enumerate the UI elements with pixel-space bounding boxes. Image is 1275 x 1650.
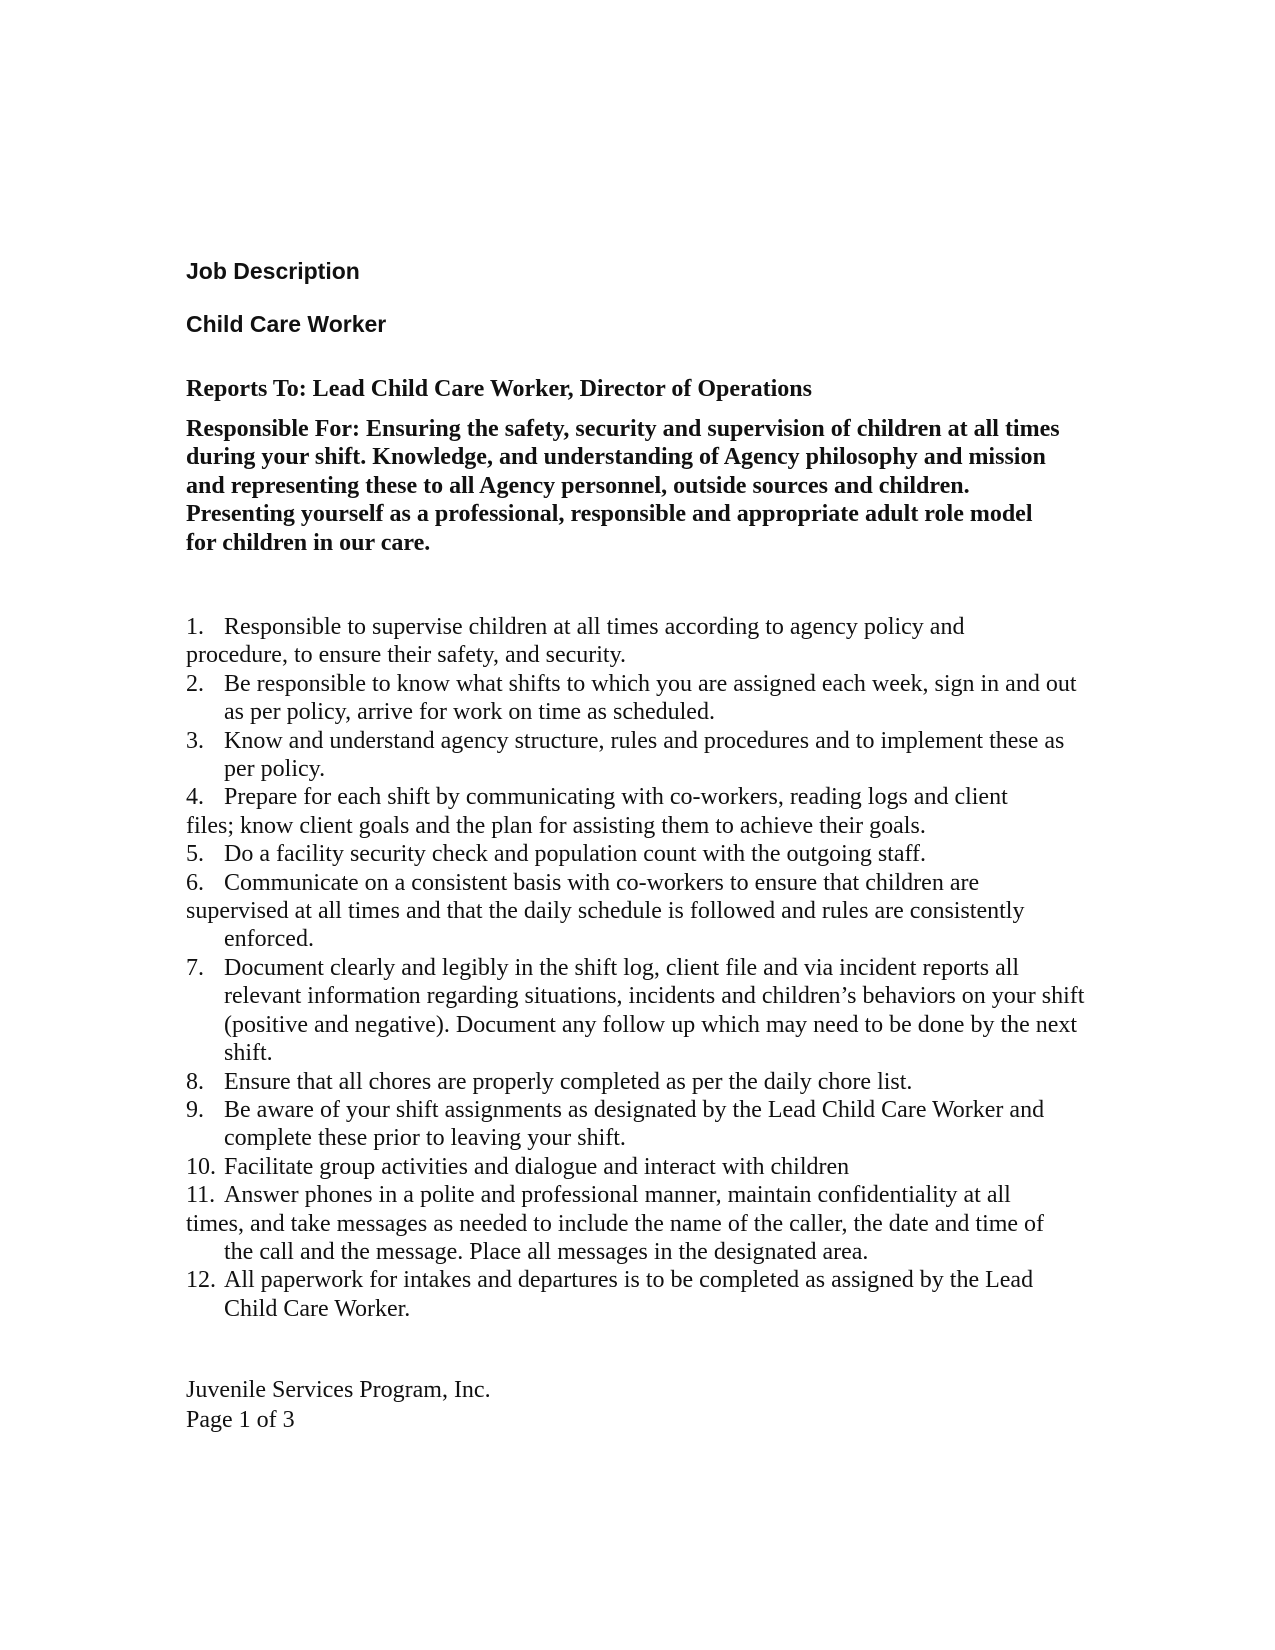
list-item-text: Be responsible to know what shifts to which you are assigned each week, sign in and out as per policy, arrive for work on time as scheduled. [224, 670, 1077, 726]
list-item-text: All paperwork for intakes and departures is to be completed as assigned by the Lead Child Care Worker. [224, 1267, 1034, 1322]
list-item-text-continued: files; know client goals and the plan for assisting them to achieve their goals. [186, 812, 926, 839]
list-item-number: 8. [186, 1068, 204, 1095]
list-item [186, 869, 1086, 954]
list-item-number: 1. [186, 614, 204, 640]
list-item-number: 11. [186, 1182, 216, 1209]
list-item [186, 1096, 1086, 1153]
footer-page-number: Page 1 of 3 [186, 1407, 295, 1433]
list-item-text-continued: supervised at all times and that the daily schedule is followed and rules are consistently [186, 898, 1025, 925]
list-item-number: 10. [186, 1153, 216, 1180]
list-item-number: 2. [186, 670, 204, 697]
list-item [186, 1068, 1086, 1096]
list-item-number: 6. [186, 869, 204, 896]
list-item [186, 783, 1086, 840]
list-item [186, 840, 1086, 868]
list-item-number: 12. [186, 1267, 216, 1294]
list-item-text: Responsible to supervise children at all times according to agency policy and [224, 614, 965, 640]
list-item-number: 4. [186, 784, 204, 811]
list-item-text: Communicate on a consistent basis with co-workers to ensure that children are [224, 869, 980, 896]
list-item-text: Facilitate group activities and dialogue and interact with children [224, 1153, 850, 1180]
reports-to: Reports To: Lead Child Care Worker, Director of Operations [186, 376, 812, 402]
list-item [186, 670, 1086, 727]
footer-organization: Juvenile Services Program, Inc. [186, 1377, 491, 1403]
list-item-text: Answer phones in a polite and professional manner, maintain confidentiality at all [224, 1182, 1011, 1209]
document-title: Job Description [186, 258, 360, 284]
list-item-number: 9. [186, 1096, 204, 1123]
list-item-text-continued: procedure, to ensure their safety, and security. [186, 642, 627, 669]
list-item-number: 7. [186, 954, 204, 981]
list-item-text-continued: enforced. [224, 926, 314, 953]
list-item [186, 613, 1086, 670]
list-item-text-continued: the call and the message. Place all messages in the designated area. [224, 1238, 869, 1265]
list-item-number: 3. [186, 727, 204, 754]
list-item-text: Ensure that all chores are properly completed as per the daily chore list. [224, 1068, 913, 1095]
list-item [186, 954, 1086, 1068]
list-item-text: Prepare for each shift by communicating with co-workers, reading logs and client [224, 784, 1008, 811]
list-item-text: Be aware of your shift assignments as designated by the Lead Child Care Worker and complete these prior to leaving your shift. [224, 1096, 1045, 1152]
duties-list [186, 613, 1086, 1323]
list-item-text: Document clearly and legibly in the shift log, client file and via incident reports all relevant information regarding situations, incidents and children’s behaviors on your shift (positive and negative). Document any follow up which may need to be done by the next shift. [224, 954, 1085, 1067]
list-item-text: Know and understand agency structure, rules and procedures and to implement these as per policy. [224, 727, 1065, 783]
responsible-for: Responsible For: Ensuring the safety, security and supervision of children at all times during your shift. Knowledge, and understanding of Agency philosophy and mission and representing these to all Agency personnel, outside sources and children. Presenting yourself as a professional, responsible and appropriate adult role model for children in our care. [186, 416, 1060, 556]
list-item [186, 727, 1086, 784]
list-item-text: Do a facility security check and population count with the outgoing staff. [224, 841, 927, 868]
list-item-text-continued: times, and take messages as needed to include the name of the caller, the date and time of [186, 1210, 1045, 1237]
list-item [186, 1181, 1086, 1266]
list-item-number: 5. [186, 841, 204, 868]
list-item [186, 1266, 1086, 1323]
list-item [186, 1153, 1086, 1181]
document-subtitle: Child Care Worker [186, 311, 387, 337]
